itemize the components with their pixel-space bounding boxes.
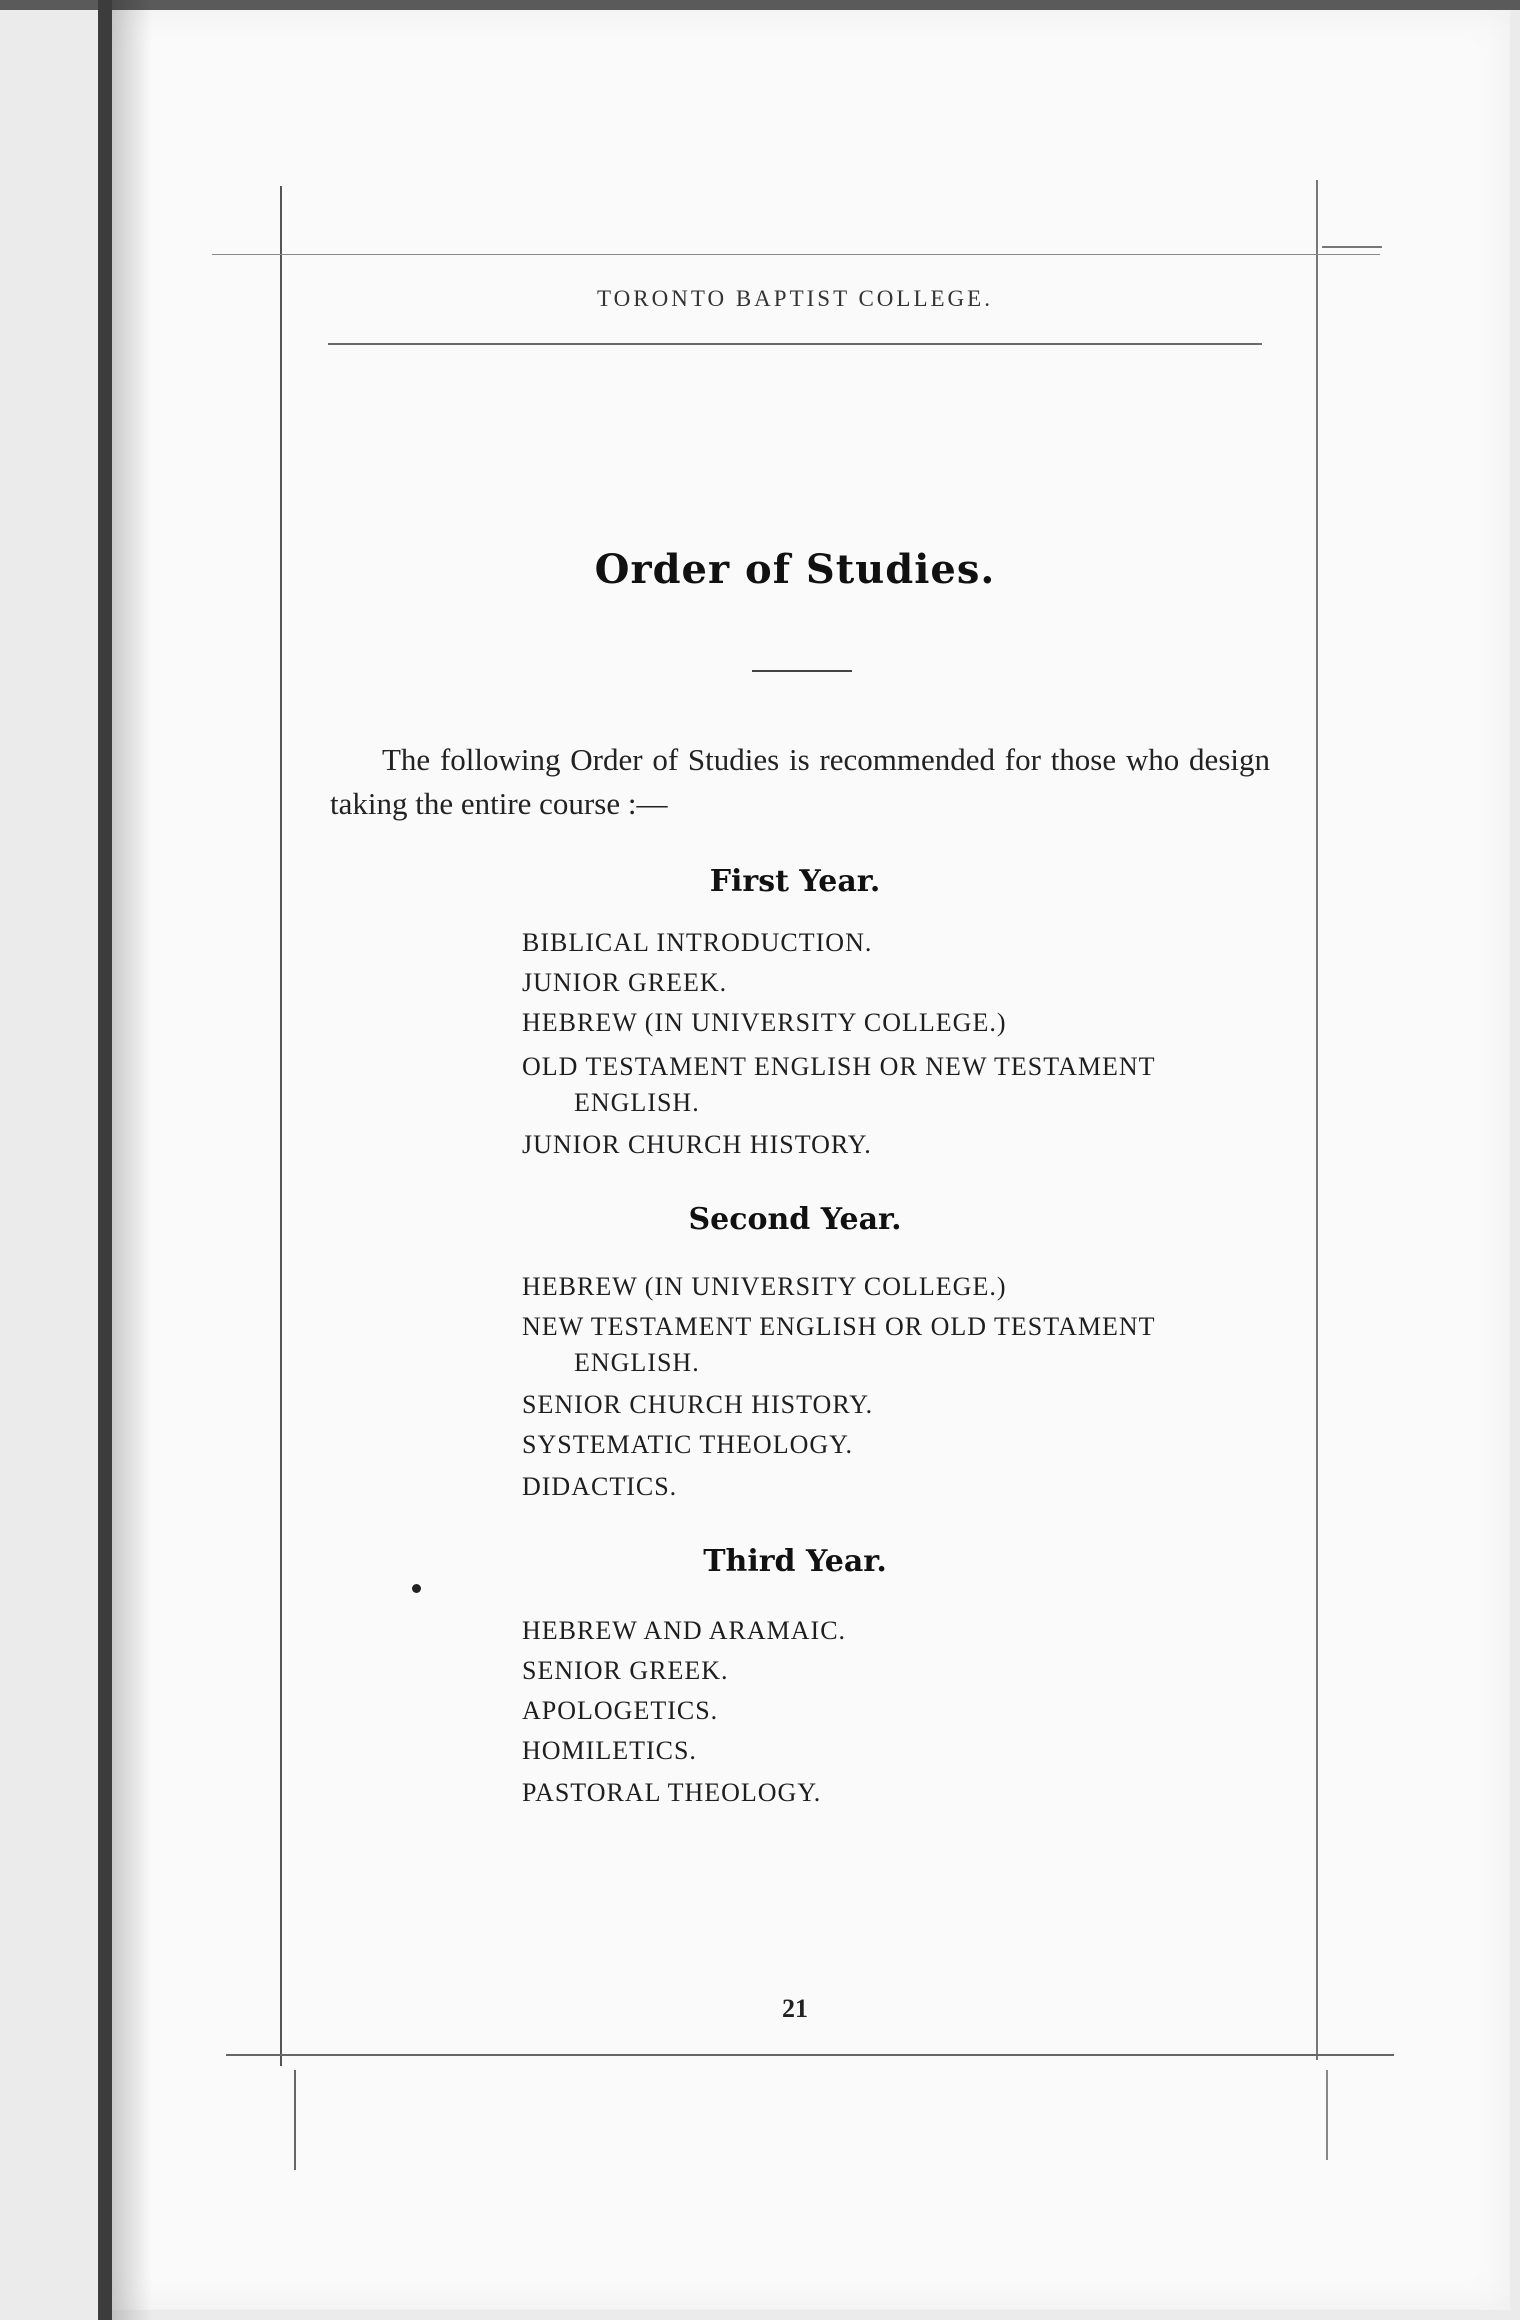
course-item: SENIOR GREEK. (522, 1656, 729, 1685)
scan-top-edge (0, 0, 1520, 10)
course-item: OLD TESTAMENT ENGLISH OR NEW TESTAMENT (522, 1052, 1156, 1081)
frame-bottom-left-tick (294, 2070, 296, 2170)
intro-paragraph: The following Order of Studies is recommended for those who design taking the entire course :— (330, 742, 1270, 821)
course-item: HEBREW (IN UNIVERSITY COLLEGE.) (522, 1272, 1007, 1301)
course-item: DIDACTICS. (522, 1472, 678, 1501)
year-heading-third: Third Year. (703, 1544, 887, 1579)
course-item: PASTORAL THEOLOGY. (522, 1778, 822, 1807)
title-rule (752, 670, 852, 672)
course-item: HEBREW AND ARAMAIC. (522, 1616, 847, 1645)
spine-shadow (112, 0, 152, 2320)
year-heading-second: Second Year. (688, 1202, 902, 1237)
course-item: NEW TESTAMENT ENGLISH OR OLD TESTAMENT (522, 1312, 1156, 1341)
course-item: JUNIOR GREEK. (522, 968, 728, 997)
frame-top-right-tick (1322, 246, 1382, 248)
course-item: JUNIOR CHURCH HISTORY. (522, 1130, 872, 1159)
running-header: TORONTO BAPTIST COLLEGE. (597, 286, 993, 311)
header-rule (328, 343, 1262, 345)
course-item: SYSTEMATIC THEOLOGY. (522, 1430, 854, 1459)
page-title: Order of Studies. (594, 546, 996, 593)
ink-speck (412, 1584, 421, 1593)
book-spine (98, 0, 112, 2320)
year-heading-first: First Year. (709, 864, 881, 899)
course-item: SENIOR CHURCH HISTORY. (522, 1390, 874, 1419)
frame-right-line (1316, 180, 1318, 2060)
course-item-continued: ENGLISH. (574, 1348, 700, 1377)
frame-bottom-right-tick (1326, 2070, 1328, 2160)
frame-bottom-line (226, 2054, 1394, 2056)
page-sheet (110, 10, 1510, 2310)
course-item-continued: ENGLISH. (574, 1088, 700, 1117)
frame-left-line (280, 186, 282, 2066)
frame-top-line (212, 254, 1380, 255)
course-item: BIBLICAL INTRODUCTION. (522, 928, 873, 957)
course-item: APOLOGETICS. (522, 1696, 719, 1725)
course-item: HEBREW (IN UNIVERSITY COLLEGE.) (522, 1008, 1007, 1037)
course-item: HOMILETICS. (522, 1736, 697, 1765)
page-number: 21 (782, 1994, 808, 2023)
